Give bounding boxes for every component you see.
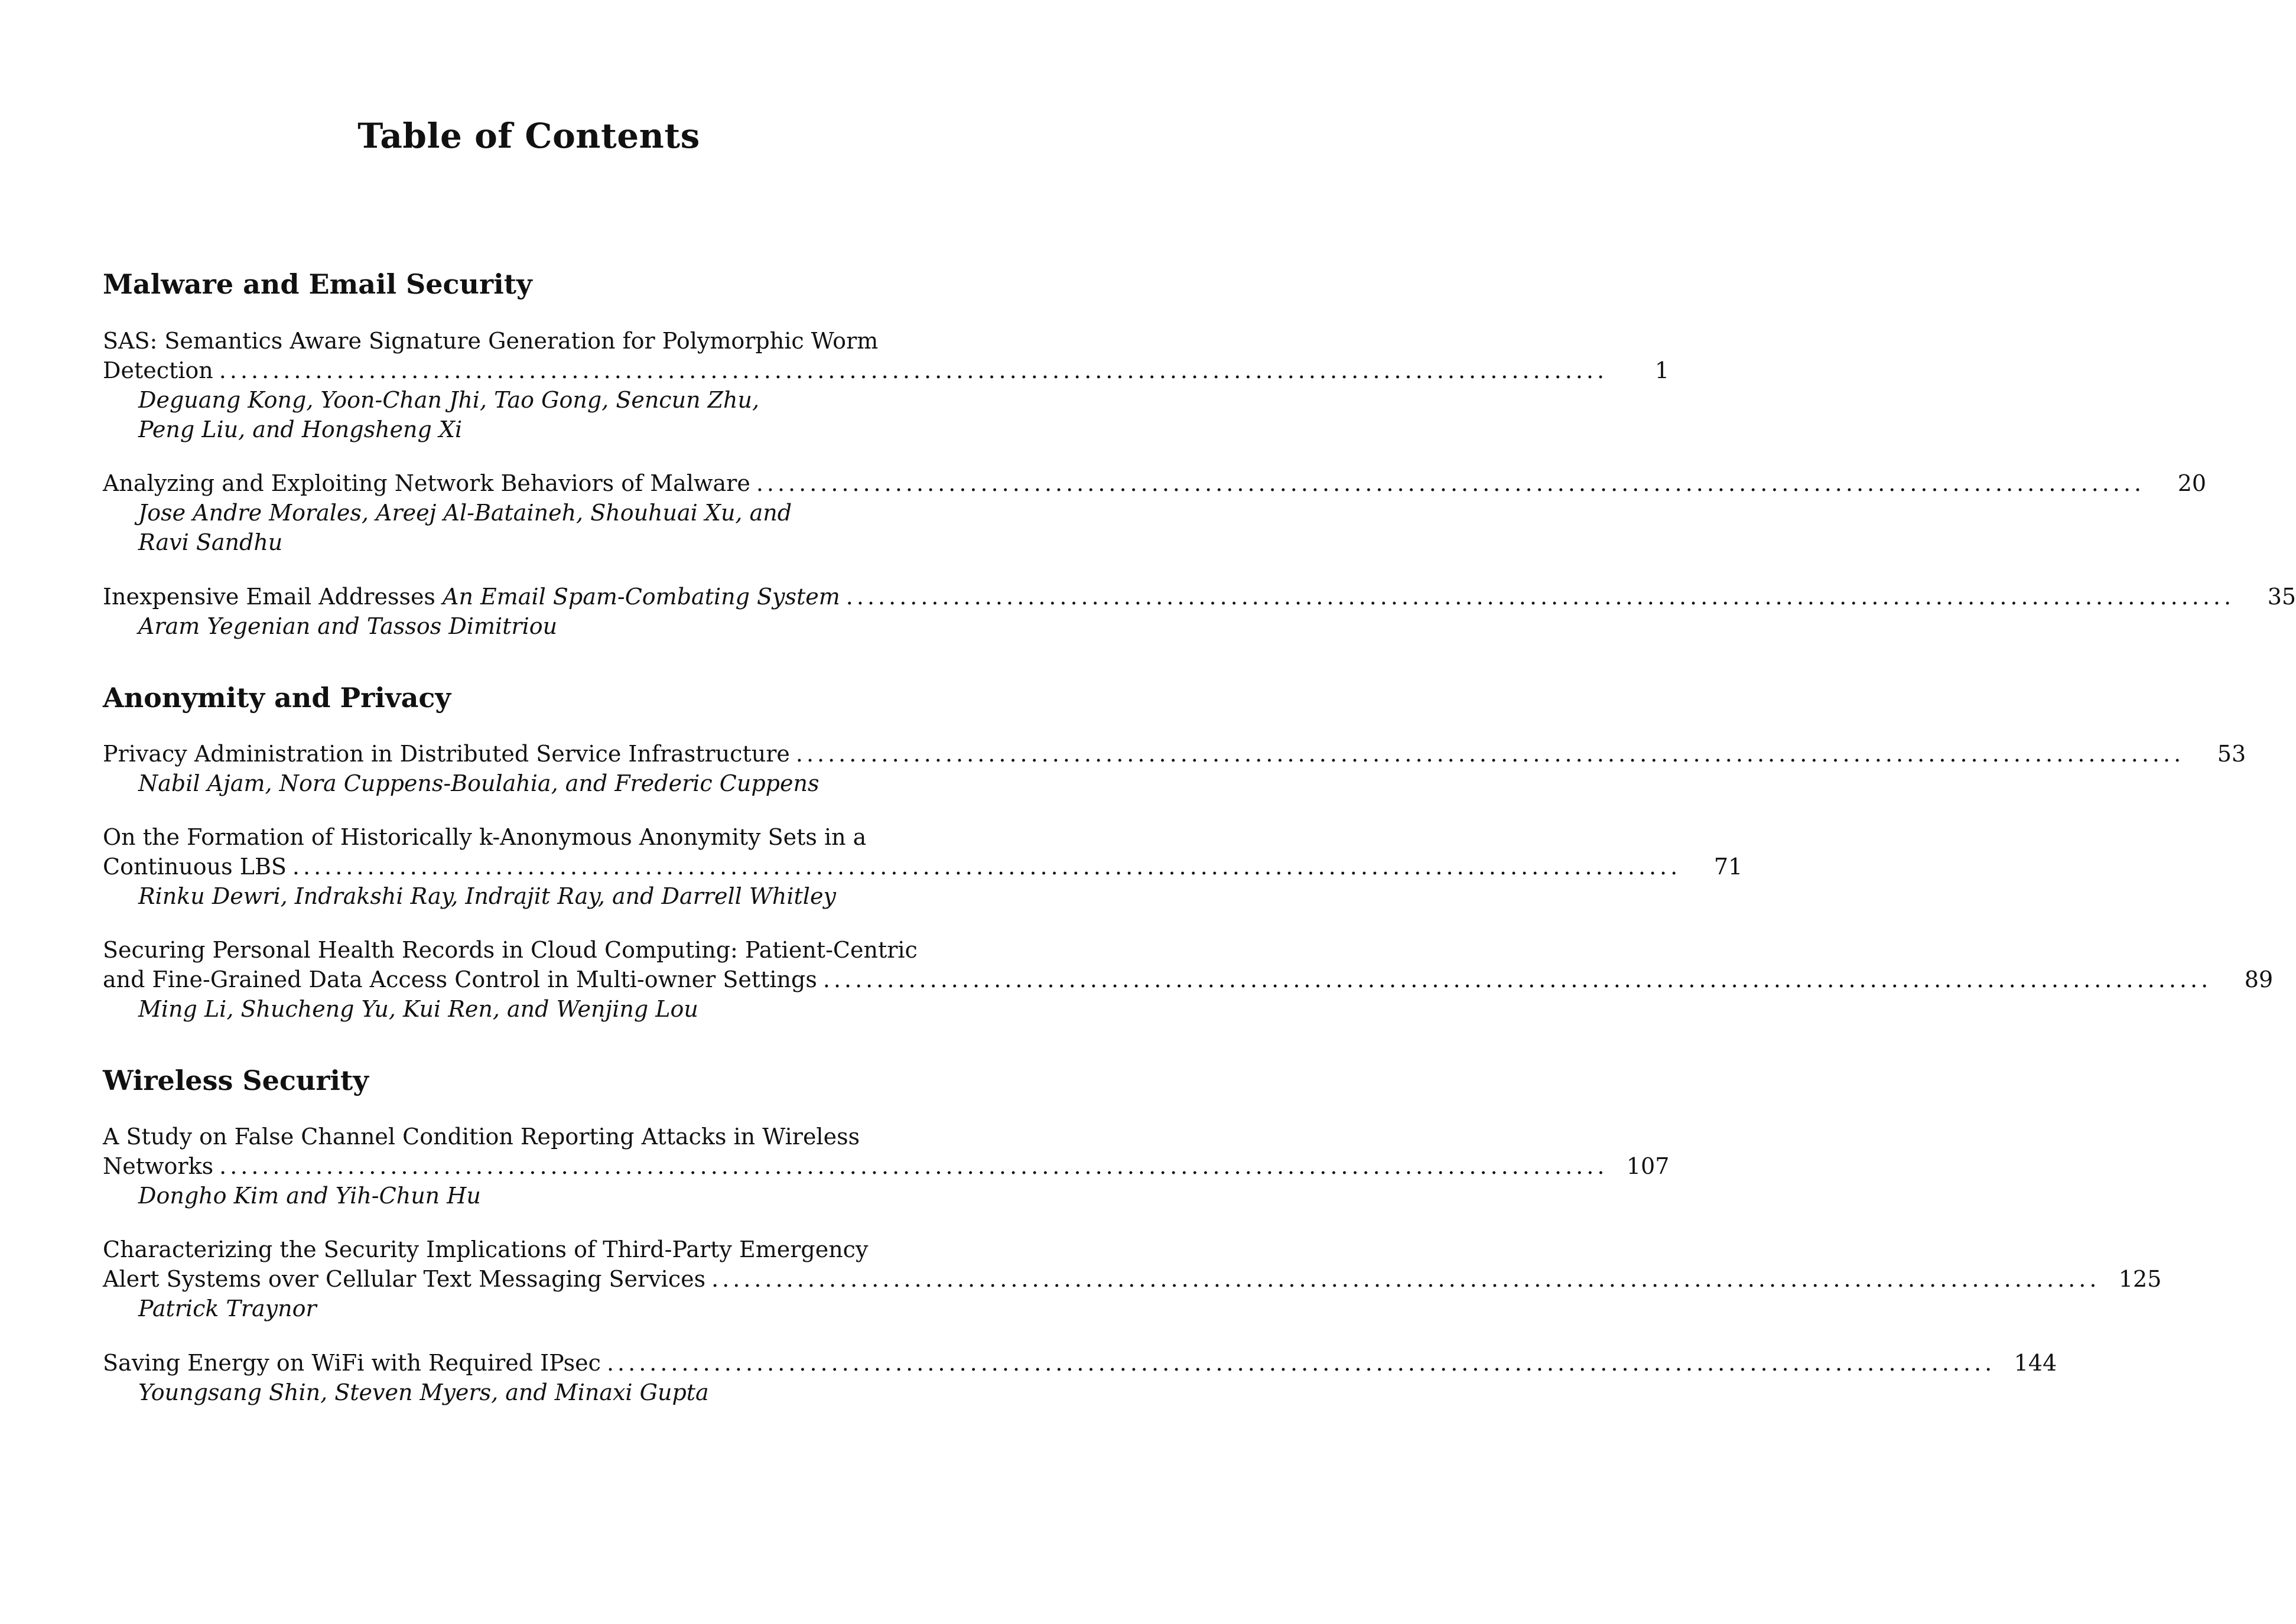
page-number: 89: [2244, 966, 2274, 992]
page-number: 125: [2118, 1266, 2162, 1292]
toc-entry-authors: Rinku Dewri, Indrakshi Ray, Indrajit Ray, and Darrell Whitley: [138, 883, 836, 909]
toc-entry-authors: Deguang Kong, Yoon-Chan Jhi, Tao Gong, Sencun Zhu,: [138, 387, 760, 413]
page-number: 144: [2014, 1350, 2057, 1376]
dot-leader: ..................................................................................................................................: [756, 470, 2145, 496]
toc-entry-title-line: Characterizing the Security Implications of Third-Party Emergency: [103, 1236, 869, 1262]
page-title: Table of Contents: [357, 116, 700, 156]
dot-leader: ..................................................................................................................................: [711, 1266, 2100, 1292]
dot-leader: ..................................................................................................................................: [822, 966, 2212, 992]
toc-entry-title-line: Continuous LBS .................................................................................................................................. 71: [103, 852, 954, 881]
toc-entry-title-line: SAS: Semantics Aware Signature Generation for Polymorphic Worm: [103, 328, 879, 354]
toc-entry-title-line: and Fine-Grained Data Access Control in Multi-owner Settings .................................................................................................................................. 89: [103, 965, 954, 994]
toc-entry-authors: Nabil Ajam, Nora Cuppens-Boulahia, and Frederic Cuppens: [138, 770, 819, 796]
toc-entry-title-line: Alert Systems over Cellular Text Messaging Services .................................................................................................................................. 125: [103, 1264, 954, 1294]
page-number: 53: [2217, 741, 2246, 767]
page-number: 107: [1626, 1153, 1670, 1179]
toc-entry-subtitle: An Email Spam-Combating System: [443, 584, 840, 610]
toc-entry-authors: Ravi Sandhu: [138, 529, 283, 555]
toc-entry-title-line: Inexpensive Email Addresses An Email Spam-Combating System .................................................................................................................................. 35: [103, 582, 954, 611]
toc-entry-title-line: Securing Personal Health Records in Cloud Computing: Patient-Centric: [103, 937, 918, 963]
section-title-anonymity-privacy: Anonymity and Privacy: [103, 682, 451, 714]
dot-leader: ..................................................................................................................................: [795, 741, 2185, 767]
page-number: 71: [1713, 854, 1743, 880]
page-number: 1: [1654, 357, 1670, 383]
page-number: 20: [2177, 470, 2207, 496]
section-title-wireless-security: Wireless Security: [103, 1065, 369, 1096]
dot-leader: ..................................................................................................................................: [292, 854, 1682, 880]
toc-entry-authors: Peng Liu, and Hongsheng Xi: [138, 416, 463, 442]
toc-entry-title-line: Analyzing and Exploiting Network Behaviors of Malware .................................................................................................................................. 20: [103, 468, 954, 498]
section-title-malware-email-security: Malware and Email Security: [103, 268, 532, 300]
dot-leader: ..................................................................................................................................: [219, 357, 1608, 383]
toc-entry-authors: Ming Li, Shucheng Yu, Kui Ren, and Wenjing Lou: [138, 996, 698, 1022]
toc-entry-title-line: Saving Energy on WiFi with Required IPsec .................................................................................................................................. 144: [103, 1348, 954, 1378]
toc-entry-authors: Jose Andre Morales, Areej Al-Bataineh, Shouhuai Xu, and: [138, 500, 792, 526]
page-number: 35: [2267, 584, 2296, 610]
dot-leader: ..................................................................................................................................: [606, 1350, 1996, 1376]
toc-entry-authors: Dongho Kim and Yih-Chun Hu: [138, 1183, 481, 1209]
dot-leader: ..................................................................................................................................: [845, 584, 2235, 610]
toc-entry-authors: Youngsang Shin, Steven Myers, and Minaxi Gupta: [138, 1379, 709, 1405]
toc-entry-title-line: A Study on False Channel Condition Reporting Attacks in Wireless: [103, 1124, 860, 1150]
toc-entry-title-line: Networks .................................................................................................................................. 107: [103, 1151, 954, 1181]
toc-entry-authors: Aram Yegenian and Tassos Dimitriou: [138, 613, 558, 639]
toc-entry-title-line: Detection .................................................................................................................................. 1: [103, 356, 954, 385]
dot-leader: ..................................................................................................................................: [219, 1153, 1608, 1179]
toc-entry-title-line: Privacy Administration in Distributed Service Infrastructure .................................................................................................................................. 53: [103, 739, 954, 769]
toc-entry-authors: Patrick Traynor: [138, 1296, 317, 1322]
toc-entry-title-line: On the Formation of Historically k-Anonymous Anonymity Sets in a: [103, 824, 867, 850]
